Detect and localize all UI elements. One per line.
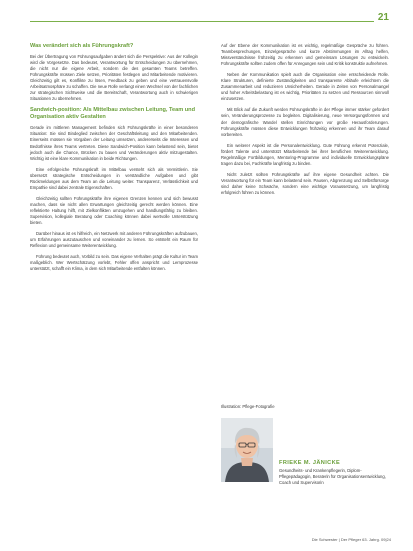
page-header: [0, 0, 413, 40]
paragraph: Darüber hinaus ist es hilfreich, ein Netzwerk mit anderen Führungskräften aufzubauen, um Erfahrungen auszutauschen und voneinander zu lernen. So entsteht ein Raum für Reflexion und gemeinsame Weiterentwicklung.: [30, 231, 198, 249]
right-column: [221, 43, 389, 201]
section-heading-1: Was verändert sich als Führungskraft?: [30, 43, 134, 49]
page-footer: Die Schwester | Der Pfleger 63. Jahrg. 09|24: [311, 537, 391, 542]
photo-credit: Illustration: Pflege-Fotografie: [221, 404, 275, 409]
paragraph: Bei der Übertragung von Führungsaufgaben ändert sich die Perspektive: Aus der Kollegin wird die Vorgesetzte. Das bedeutet, Verantwortung für Entscheidungen zu übernehmen, die nicht nur die eigene Arbeit, sondern die des gesamten Teams betreffen. Führungskräfte müssen Ziele setzen, Prioritäten festlegen und Mitarbeitende motivieren. Gleichzeitig gilt es, Konflikte zu lösen, Feedback zu geben und eine vertrauensvolle Arbeitsatmosphäre zu schaffen. Die neue Rolle verlangt einen Wechsel von der fachlichen zur strategischen Sichtweise und die Bereitschaft, Verantwortung auch in schwierigen Situationen zu übernehmen.: [30, 54, 198, 102]
paragraph: Gerade im mittleren Management befinden sich Führungskräfte in einer besonderen Situation: Sie sind Bindeglied zwischen der Geschäftsleitung und den Mitarbeitenden. Einerseits müssen sie Vorgaben der Leitung umsetzen, andererseits die Interessen und Bedürfnisse ihres Teams vertreten. Diese Sandwich-Position kann belastend sein, bietet jedoch auch die Chance, Brücken zu bauen und Veränderungen aktiv mitzugestalten. Wichtig ist eine klare Kommunikation in beide Richtungen.: [30, 125, 198, 161]
paragraph: Gleichzeitig sollten Führungskräfte ihre eigenen Grenzen kennen und sich bewusst machen, dass sie nicht allen Erwartungen gleichzeitig gerecht werden können. Eine reflektierte Haltung hilft, mit Zielkonflikten umzugehen und handlungsfähig zu bleiben. Supervision, kollegiale Beratung oder Coaching können dabei wertvolle Unterstützung bieten.: [30, 195, 198, 226]
author-name: FRIEKE M. JÄNICKE: [279, 460, 341, 466]
author-box: [221, 404, 391, 514]
paragraph: Ein weiterer Aspekt ist die Personalentwicklung. Gute Führung erkennt Potenziale, fördert Talente und unterstützt Mitarbeitende bei ihrer beruflichen Weiterentwicklung. Regelmäßige Fortbildungen, Mentoring-Programme und individuelle Entwicklungspläne tragen dazu bei, Fachkräfte langfristig zu binden.: [221, 142, 389, 166]
portrait-image: [221, 418, 273, 482]
left-column: [30, 43, 198, 277]
paragraph: Auf der Ebene der Kommunikation ist es wichtig, regelmäßige Gespräche zu führen. Teambesprechungen, Einzelgespräche und kurze Abstimmungen im Alltag helfen, Missverständnisse frühzeitig zu erkennen und gemeinsam Lösungen zu entwickeln. Führungskräfte sollten zudem offen für Anregungen sein und Kritik konstruktiv aufnehmen.: [221, 43, 389, 67]
paragraph: Neben der Kommunikation spielt auch die Organisation eine entscheidende Rolle. Klare Strukturen, definierte Zuständigkeiten und transparente Abläufe erleichtern die Zusammenarbeit und reduzieren Unsicherheiten. Gerade in Zeiten von Personalmangel und hoher Arbeitsbelastung ist es wichtig, Prioritäten zu setzen und Ressourcen sinnvoll einzusetzen.: [221, 72, 389, 102]
section-heading-2: Sandwich-position: Als Mittelbau zwischen Leitung, Team und Organisation aktiv Gestalten: [30, 107, 196, 121]
paragraph: Eine erfolgreiche Führungskraft im Mittelbau versteht sich als Vermittlerin. Sie übersetzt strategische Entscheidungen in verständliche Aufgaben und gibt Rückmeldungen aus dem Team an die Leitung weiter. Transparenz, Verlässlichkeit und Empathie sind dabei zentrale Eigenschaften.: [30, 166, 198, 190]
author-photo: [221, 418, 273, 482]
paragraph: Nicht zuletzt sollten Führungskräfte auf ihre eigene Gesundheit achten. Die Verantwortung für ein Team kann belastend sein. Pausen, Abgrenzung und Selbstfürsorge sind daher keine Schwäche, sondern eine wichtige Voraussetzung, um langfristig erfolgreich führen zu können.: [221, 171, 389, 195]
paragraph: Mit Blick auf die Zukunft werden Führungskräfte in der Pflege immer stärker gefordert sein, Veränderungsprozesse zu begleiten. Digitalisierung, neue Versorgungsformen und der demografische Wandel stellen Einrichtungen vor große Herausforderungen. Führungskräfte müssen diese Entwicklungen frühzeitig erkennen und ihr Team darauf vorbereiten.: [221, 107, 389, 137]
author-bio: Gesundheits- und Krankenpflegerin, Diplom-Pflegepädagogin, Beraterin für Organisationsentwicklung, Coach und Supervisorin: [279, 468, 386, 485]
paragraph: Führung bedeutet auch, Vorbild zu sein. Das eigene Verhalten prägt die Kultur im Team maßgeblich. Wer Wertschätzung vorlebt, Fehler offen anspricht und Lernprozesse unterstützt, schafft ein Klima, in dem sich Mitarbeitende entfalten können.: [30, 254, 198, 272]
header-rule: [30, 21, 377, 22]
page-number: 21: [374, 12, 389, 23]
